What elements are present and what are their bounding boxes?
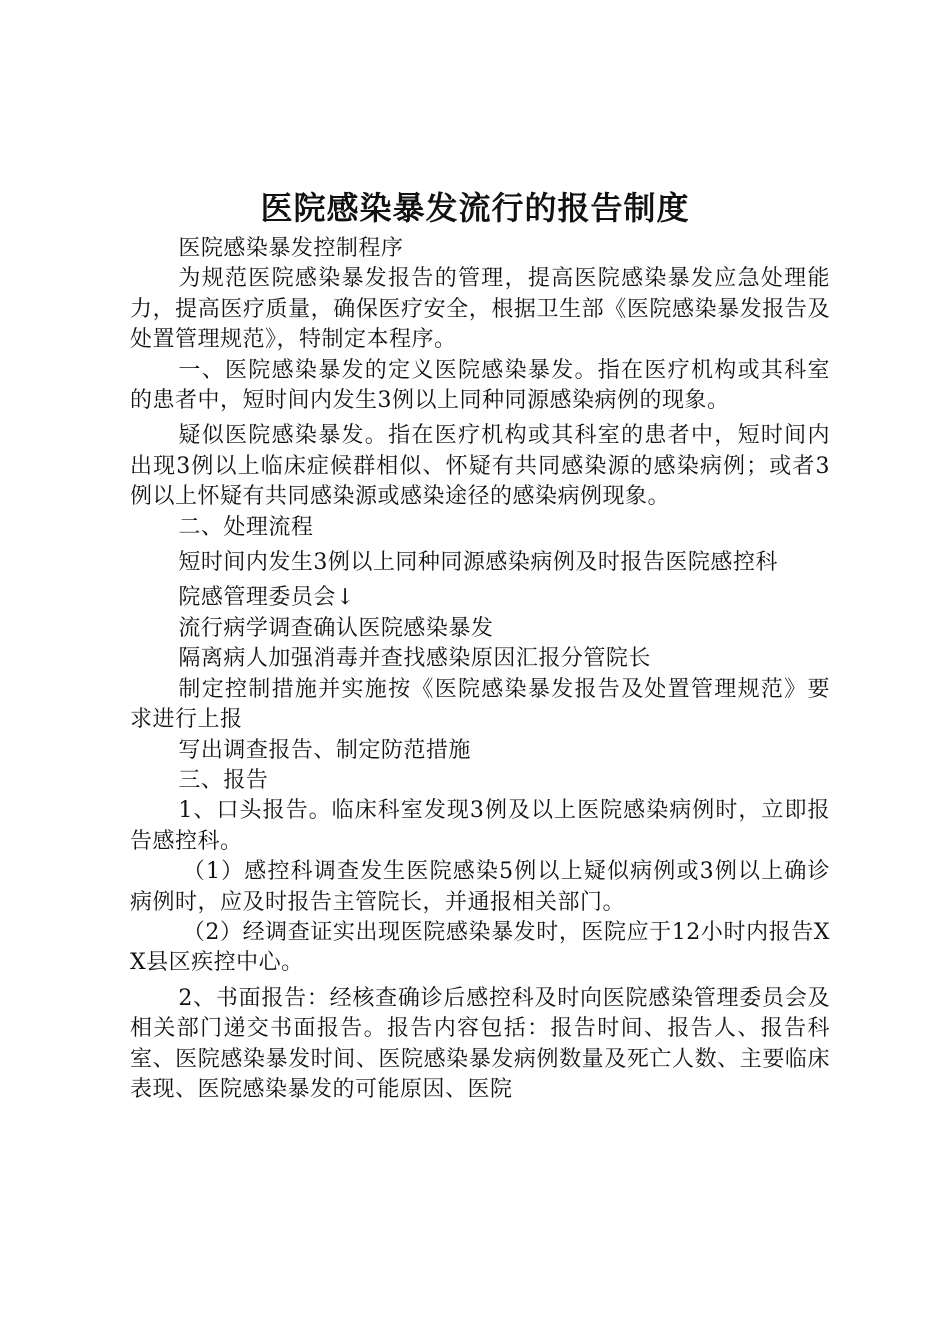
paragraph-suspected-definition: 疑似医院感染暴发。指在医疗机构或其科室的患者中，短时间内出现3例以上临床症候群相似、怀疑有共同感染源的感染病例；或者3例以上怀疑有共同感染源或感染途径的感染病例现象。	[130, 423, 830, 510]
paragraph-process-heading: 二、处理流程	[178, 514, 314, 540]
document-body	[130, 234, 830, 1105]
paragraph-flow-step-4: 隔离病人加强消毒并查找感染原因汇报分管院长	[178, 646, 651, 672]
paragraph-flow-step-5: 制定控制措施并实施按《医院感染暴发报告及处置管理规范》要求进行上报	[130, 676, 830, 733]
paragraph-flow-step-2: 院感管理委员会↓	[178, 585, 355, 611]
paragraph-flow-step-6: 写出调查报告、制定防范措施	[178, 737, 471, 763]
document-title: 医院感染暴发流行的报告制度	[260, 189, 690, 227]
paragraph-report-heading: 三、报告	[178, 767, 269, 793]
paragraph-oral-report-item-1: （1）感控科调查发生医院感染5例以上疑似病例或3例以上确诊病例时，应及时报告主管院长，并通报相关部门。	[130, 859, 830, 915]
paragraph-definition: 一、医院感染暴发的定义医院感染暴发。指在医疗机构或其科室的患者中，短时间内发生3例以上同种同源感染病例的现象。	[130, 357, 830, 414]
paragraph-oral-report: 1、口头报告。临床科室发现3例及以上医院感染病例时，立即报告感控科。	[130, 798, 830, 854]
paragraph-written-report: 2、书面报告：经核查确诊后感控科及时向医院感染管理委员会及相关部门递交书面报告。报告内容包括：报告时间、报告人、报告科室、医院感染暴发时间、医院感染暴发病例数量及死亡人数、主要临床表现、医院感染暴发的可能原因、医院	[130, 985, 830, 1102]
paragraph-flow-step-3: 流行病学调查确认医院感染暴发	[178, 615, 494, 641]
paragraph-flow-step-1: 短时间内发生3例以上同种同源感染病例及时报告医院感控科	[178, 550, 778, 576]
paragraph-program-heading: 医院感染暴发控制程序	[178, 236, 404, 261]
paragraph-oral-report-item-2: （2）经调查证实出现医院感染暴发时，医院应于12小时内报告XX县区疾控中心。	[130, 919, 830, 976]
paragraph-purpose: 为规范医院感染暴发报告的管理，提高医院感染暴发应急处理能力，提高医疗质量，确保医疗安全，根据卫生部《医院感染暴发报告及处置管理规范》，特制定本程序。	[130, 266, 830, 353]
